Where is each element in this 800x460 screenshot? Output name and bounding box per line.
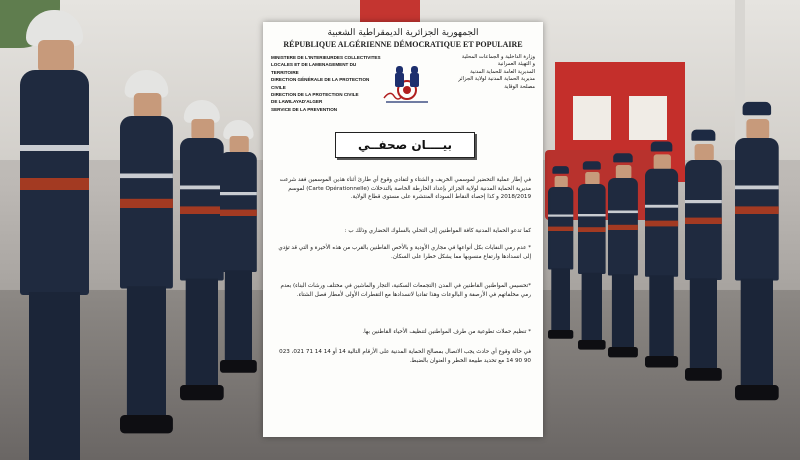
paragraph-intro-text: في إطار عملية التحضير لموسمي الخريف و الشتاء و لتفادي وقوع أي طارئ أثناء هذين الموسمين فقد شرعت مديرية الحماية المدنية لولاية الجزائر بإعداد الخارطة الخاصة بالتدخلات — [279, 177, 531, 192]
paragraph-intro-text-2: لموسم 2018/2019 و كذا إحصاء النقاط السوداء المنتشرة على مستوى قطاع الولاية. — [288, 185, 531, 201]
ministry-line: DIRECTION GÉNÉRALE DE LA PROTECTION CIVILE — [271, 77, 370, 90]
ministry-line: و التهيئة العمرانية — [497, 61, 535, 68]
operational-map-term: (Carte Opérationnelle) — [306, 185, 370, 192]
ministry-line: LOCALES ET DE LAMENAGEMENT DU TERRITOIRE — [271, 62, 357, 75]
header-arabic: الجمهورية الجزائرية الديمقراطية الشعبية — [327, 28, 479, 38]
paragraph-call: كما تدعو الحماية المدنية كافة المواطنين إلى التحلي بالسلوك الحضاري وذلك ب : — [344, 228, 531, 234]
paragraph-emergency: في حالة وقوع أي حادث يجب الاتصال بمصالح الحماية المدنية على الأرقام التالية 14 أو 14 14 71 021، 023 90 90 14 مع تحديد طبيعة الخطر و العنوان بالضبط. — [279, 349, 531, 364]
press-release-title: بيــــان صحفــي — [335, 132, 475, 158]
ministry-line: MINISTERE DE L'INTERIEURDES COLLECTIVITES — [271, 55, 381, 60]
paragraph-campaigns: * تنظيم حملات تطوعية من طرف المواطنين لتنظيف الأحياء القاطنين بها. — [362, 329, 531, 335]
ministry-block-french — [271, 54, 381, 113]
ministry-line: المديرية العامة للحماية المدنية — [470, 68, 535, 75]
ministry-line: DIRECTION DE LA PROTECTION CIVILE — [271, 92, 359, 98]
press-release-document — [263, 22, 543, 437]
ministry-line: وزارة الداخلية و الجماعات المحلية — [461, 54, 535, 60]
ministry-block-arabic — [429, 54, 535, 91]
paragraph-intro — [273, 176, 531, 202]
ministry-line: SERVICE DE LA PREVENTION — [271, 106, 338, 112]
header-french: RÉPUBLIQUE ALGÉRIENNE DÉMOCRATIQUE ET POPULAIRE — [283, 40, 523, 49]
red-roof — [360, 0, 420, 24]
paragraph-awareness: *تحسيس المواطنين القاطنين في المدن (التجمعات السكنية، التجار والماشين في مختلف ورشات البناء) بعدم رمي مخلفاتهم في الأرصفة و البالوعات وهذا تفاديا لانسدادها مع التقطرات الأولى لأمطار فصل الشتاء. — [280, 283, 531, 298]
paragraph-waste: * عدم رمي النفايات بكل أنواعها في مجاري الأودية و بالأخص القاطنين بالقرب من هذه الأخيرة و التي قد تؤدي إلى انسدادها وارتفاع منسوبها مما يشكل خطرا على السكان. — [278, 245, 531, 260]
pole — [735, 0, 745, 150]
civil-protection-emblem-icon — [380, 60, 434, 104]
ministry-line: مديرية الحماية المدنية لولاية الجزائر — [458, 76, 535, 83]
ministry-line: DE LAWILAYAD'ALGER — [271, 99, 323, 105]
ministry-line: مصلحة الوقاية — [504, 83, 535, 90]
